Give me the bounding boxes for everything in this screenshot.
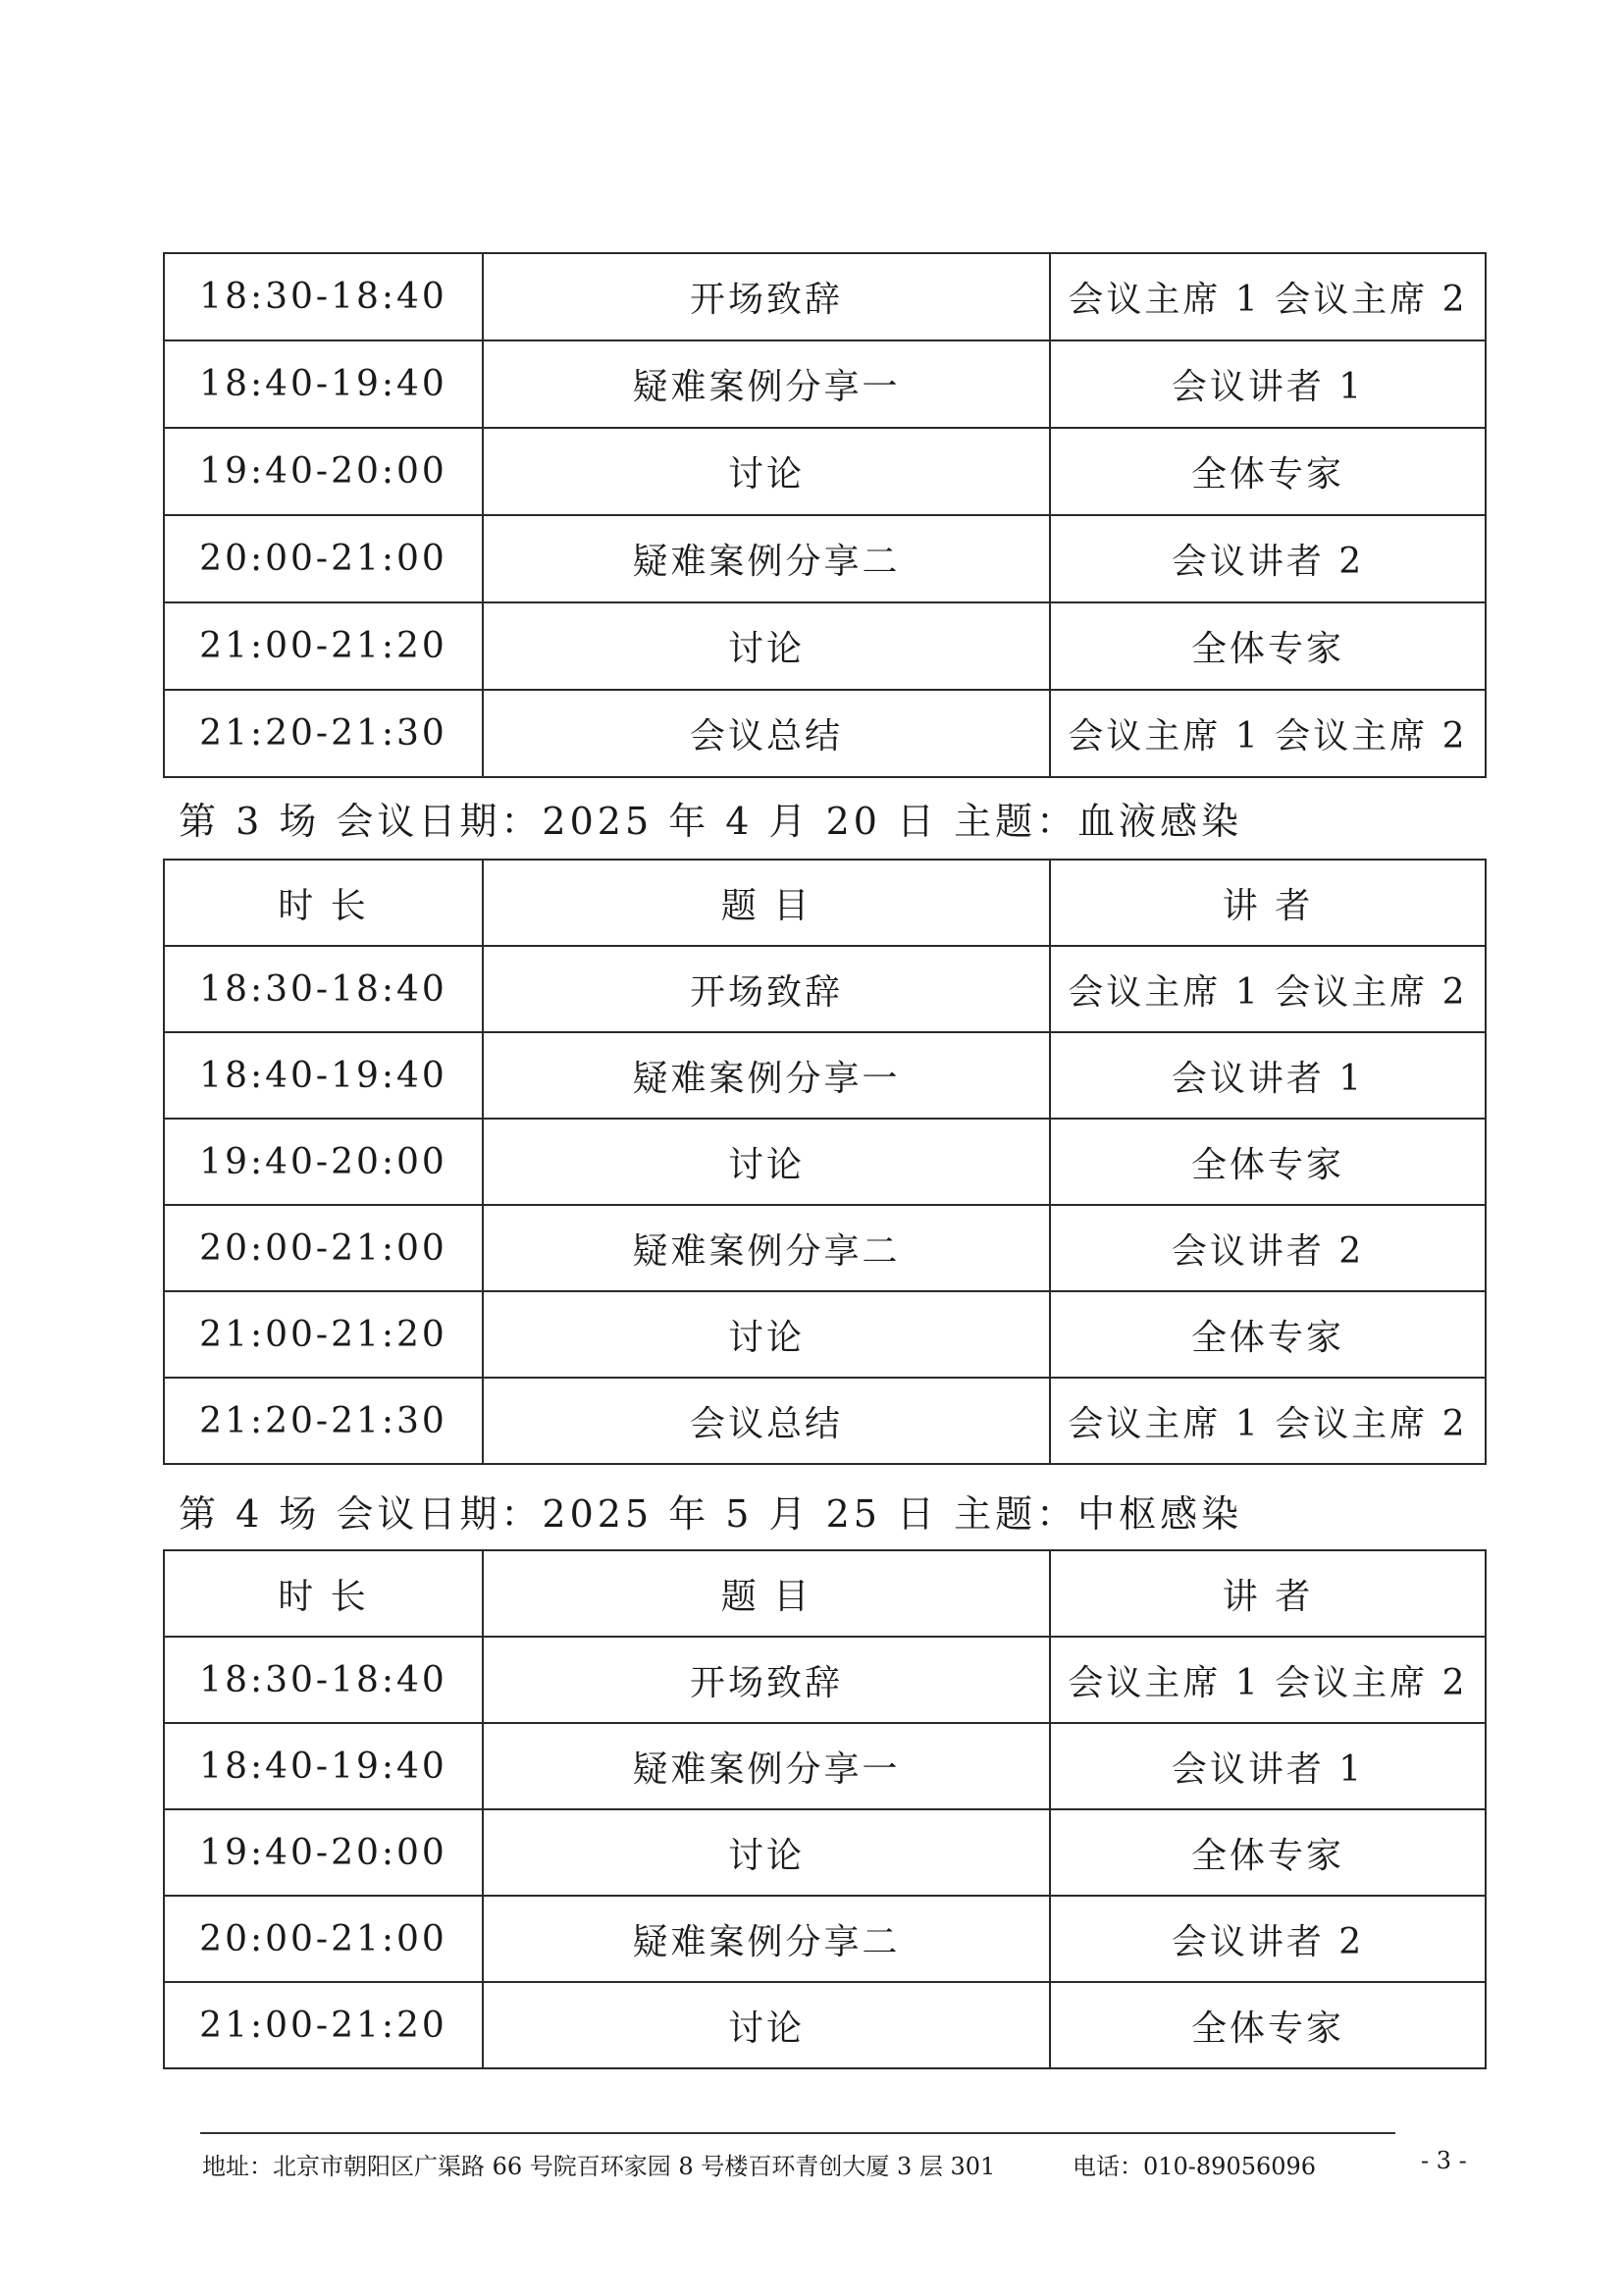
speaker-cell: 全体专家 [1050, 1982, 1486, 2068]
speaker-cell: 全体专家 [1050, 428, 1486, 515]
footer-phone: 电话：010-89056096 [1073, 2153, 1317, 2180]
time-cell: 18:30-18:40 [164, 253, 483, 340]
table-row [164, 515, 1486, 602]
page-number: - 3 - [1421, 2147, 1467, 2174]
schedule-table-session-4 [163, 1549, 1487, 2069]
time-cell: 20:00-21:00 [164, 515, 483, 602]
table-row [164, 690, 1486, 777]
speaker-cell: 会议主席 1 会议主席 2 [1050, 253, 1486, 340]
table-row [164, 602, 1486, 690]
table-row [164, 946, 1486, 1032]
speaker-cell: 全体专家 [1050, 1291, 1486, 1378]
time-cell: 21:00-21:20 [164, 1982, 483, 2068]
table-row [164, 1378, 1486, 1464]
header-topic: 题 目 [483, 1550, 1050, 1637]
time-cell: 19:40-20:00 [164, 428, 483, 515]
topic-cell: 疑难案例分享一 [483, 1723, 1050, 1809]
table-row [164, 253, 1486, 340]
topic-cell: 疑难案例分享二 [483, 515, 1050, 602]
speaker-cell: 全体专家 [1050, 602, 1486, 690]
time-cell: 18:30-18:40 [164, 946, 483, 1032]
topic-cell: 开场致辞 [483, 946, 1050, 1032]
time-cell: 20:00-21:00 [164, 1896, 483, 1982]
table-row [164, 1291, 1486, 1378]
table-row [164, 1723, 1486, 1809]
header-speaker: 讲 者 [1050, 860, 1486, 946]
time-cell: 19:40-20:00 [164, 1119, 483, 1205]
time-cell: 19:40-20:00 [164, 1809, 483, 1896]
speaker-cell: 会议主席 1 会议主席 2 [1050, 1378, 1486, 1464]
topic-cell: 会议总结 [483, 1378, 1050, 1464]
table-row [164, 1205, 1486, 1291]
time-cell: 21:00-21:20 [164, 602, 483, 690]
table-row [164, 1119, 1486, 1205]
table-header-row [164, 860, 1486, 946]
table-row [164, 340, 1486, 428]
footer-divider [200, 2132, 1395, 2134]
time-cell: 21:20-21:30 [164, 1378, 483, 1464]
header-duration: 时 长 [164, 1550, 483, 1637]
speaker-cell: 会议讲者 1 [1050, 340, 1486, 428]
speaker-cell: 会议主席 1 会议主席 2 [1050, 946, 1486, 1032]
topic-cell: 疑难案例分享一 [483, 340, 1050, 428]
table-row [164, 1982, 1486, 2068]
header-topic: 题 目 [483, 860, 1050, 946]
schedule-table-session-3 [163, 859, 1487, 1465]
speaker-cell: 会议讲者 1 [1050, 1032, 1486, 1119]
time-cell: 21:20-21:30 [164, 690, 483, 777]
header-speaker: 讲 者 [1050, 1550, 1486, 1637]
topic-cell: 开场致辞 [483, 253, 1050, 340]
speaker-cell: 会议讲者 2 [1050, 515, 1486, 602]
session-3-heading: 第 3 场 会议日期：2025 年 4 月 20 日 主题：血液感染 [179, 800, 1243, 843]
topic-cell: 讨论 [483, 428, 1050, 515]
time-cell: 18:40-19:40 [164, 340, 483, 428]
topic-cell: 讨论 [483, 602, 1050, 690]
topic-cell: 疑难案例分享二 [483, 1205, 1050, 1291]
session-4-heading: 第 4 场 会议日期：2025 年 5 月 25 日 主题：中枢感染 [179, 1492, 1243, 1536]
speaker-cell: 全体专家 [1050, 1119, 1486, 1205]
table-header-row [164, 1550, 1486, 1637]
table-row [164, 1896, 1486, 1982]
topic-cell: 讨论 [483, 1982, 1050, 2068]
table-row [164, 1809, 1486, 1896]
topic-cell: 讨论 [483, 1119, 1050, 1205]
time-cell: 20:00-21:00 [164, 1205, 483, 1291]
topic-cell: 开场致辞 [483, 1637, 1050, 1723]
speaker-cell: 会议主席 1 会议主席 2 [1050, 690, 1486, 777]
speaker-cell: 会议讲者 2 [1050, 1896, 1486, 1982]
time-cell: 18:30-18:40 [164, 1637, 483, 1723]
topic-cell: 疑难案例分享一 [483, 1032, 1050, 1119]
topic-cell: 讨论 [483, 1291, 1050, 1378]
speaker-cell: 会议讲者 2 [1050, 1205, 1486, 1291]
table-row [164, 428, 1486, 515]
speaker-cell: 全体专家 [1050, 1809, 1486, 1896]
time-cell: 21:00-21:20 [164, 1291, 483, 1378]
topic-cell: 会议总结 [483, 690, 1050, 777]
time-cell: 18:40-19:40 [164, 1723, 483, 1809]
header-duration: 时 长 [164, 860, 483, 946]
footer-address: 地址：北京市朝阳区广渠路 66 号院百环家园 8 号楼百环青创大厦 3 层 301 [202, 2153, 996, 2180]
time-cell: 18:40-19:40 [164, 1032, 483, 1119]
schedule-table-continued [163, 252, 1487, 778]
speaker-cell: 会议主席 1 会议主席 2 [1050, 1637, 1486, 1723]
topic-cell: 讨论 [483, 1809, 1050, 1896]
topic-cell: 疑难案例分享二 [483, 1896, 1050, 1982]
table-row [164, 1032, 1486, 1119]
speaker-cell: 会议讲者 1 [1050, 1723, 1486, 1809]
table-row [164, 1637, 1486, 1723]
